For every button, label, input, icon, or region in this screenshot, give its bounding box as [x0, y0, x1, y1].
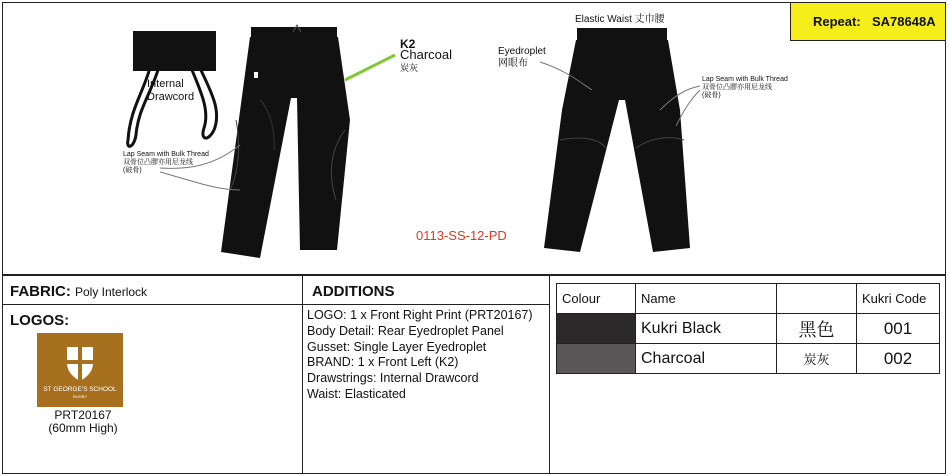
colour-code: 002	[857, 344, 940, 374]
colour-code: 001	[857, 314, 940, 344]
k2-name: Charcoal	[400, 47, 453, 62]
fabric-value: Poly Interlock	[75, 285, 148, 299]
addition-line: Body Detail: Rear Eyedroplet Panel	[307, 323, 504, 338]
addition-line: BRAND: 1 x Front Left (K2)	[307, 355, 459, 370]
colour-row	[557, 314, 940, 344]
section-divider	[3, 274, 946, 276]
style-code: 0113-SS-12-PD	[416, 228, 507, 243]
logo-code: PRT20167	[54, 408, 112, 422]
lap-seam-front-cn: 双骨位凸膠亦用尼龙线	[123, 159, 193, 166]
school-logo-image	[37, 333, 123, 407]
lap-seam-back-label	[702, 76, 788, 100]
addition-line: Drawstrings: Internal Drawcord	[307, 371, 479, 386]
lap-seam-back-cn: 双骨位凸膠亦用尼龙线	[702, 84, 772, 91]
drawcord-label-line2: Drawcord	[147, 91, 195, 103]
addition-line: Waist: Elasticated	[307, 386, 406, 401]
colour-table	[556, 283, 940, 374]
col-divider-2	[549, 275, 550, 474]
addition-line: Gusset: Single Layer Eyedroplet	[307, 339, 487, 354]
k2-code: K2	[400, 37, 416, 51]
drawcord-label	[147, 78, 194, 104]
k2-cn: 炭灰	[400, 63, 419, 73]
logo-subtext: RUGBY	[72, 394, 88, 399]
eyedroplet-label	[498, 46, 546, 70]
lap-seam-front-label	[123, 151, 209, 175]
header-row-divider	[3, 304, 550, 305]
eyedroplet-cn: 网眼布	[498, 58, 528, 69]
fabric-label: FABRIC:	[10, 283, 71, 300]
lap-seam-front-cn2: (破骨)	[123, 167, 142, 174]
logos-label: LOGOS:	[10, 312, 70, 329]
lap-seam-back-en: Lap Seam with Bulk Thread	[702, 76, 788, 83]
lap-seam-front-en: Lap Seam with Bulk Thread	[123, 151, 209, 158]
drawcord-label-line1: Internal	[147, 78, 184, 90]
eyedroplet-en: Eyedroplet	[498, 46, 546, 57]
addition-line: LOGO: 1 x Front Right Print (PRT20167)	[307, 308, 533, 322]
header-cn	[777, 284, 857, 314]
header-kukri-code: Kukri Code	[857, 284, 940, 314]
colour-name: Charcoal	[636, 344, 777, 374]
col-divider-1	[302, 275, 303, 474]
logo-caption	[20, 409, 146, 435]
lap-seam-back-cn2: (破骨)	[702, 92, 721, 99]
colour-table-header	[557, 284, 940, 314]
back-pants	[544, 28, 690, 252]
repeat-code: SA78648A	[872, 14, 936, 29]
logo-text: ST GEORGE'S SCHOOL	[43, 386, 117, 393]
elastic-waist-label: Elastic Waist 丈巾腰	[575, 14, 665, 25]
repeat-box	[790, 2, 946, 41]
header-colour: Colour	[557, 284, 636, 314]
header-name: Name	[636, 284, 777, 314]
colour-cn: 炭灰	[777, 344, 857, 374]
additions-title: ADDITIONS	[312, 283, 395, 300]
repeat-label: Repeat:	[813, 14, 861, 29]
front-pants	[221, 25, 350, 258]
additions-list	[307, 308, 533, 403]
colour-swatch	[557, 314, 636, 344]
colour-row	[557, 344, 940, 374]
logo-size: (60mm High)	[48, 421, 118, 435]
colour-cn: 黑色	[777, 314, 857, 344]
colour-name: Kukri Black	[636, 314, 777, 344]
colour-swatch	[557, 344, 636, 374]
fabric-section	[10, 283, 147, 300]
